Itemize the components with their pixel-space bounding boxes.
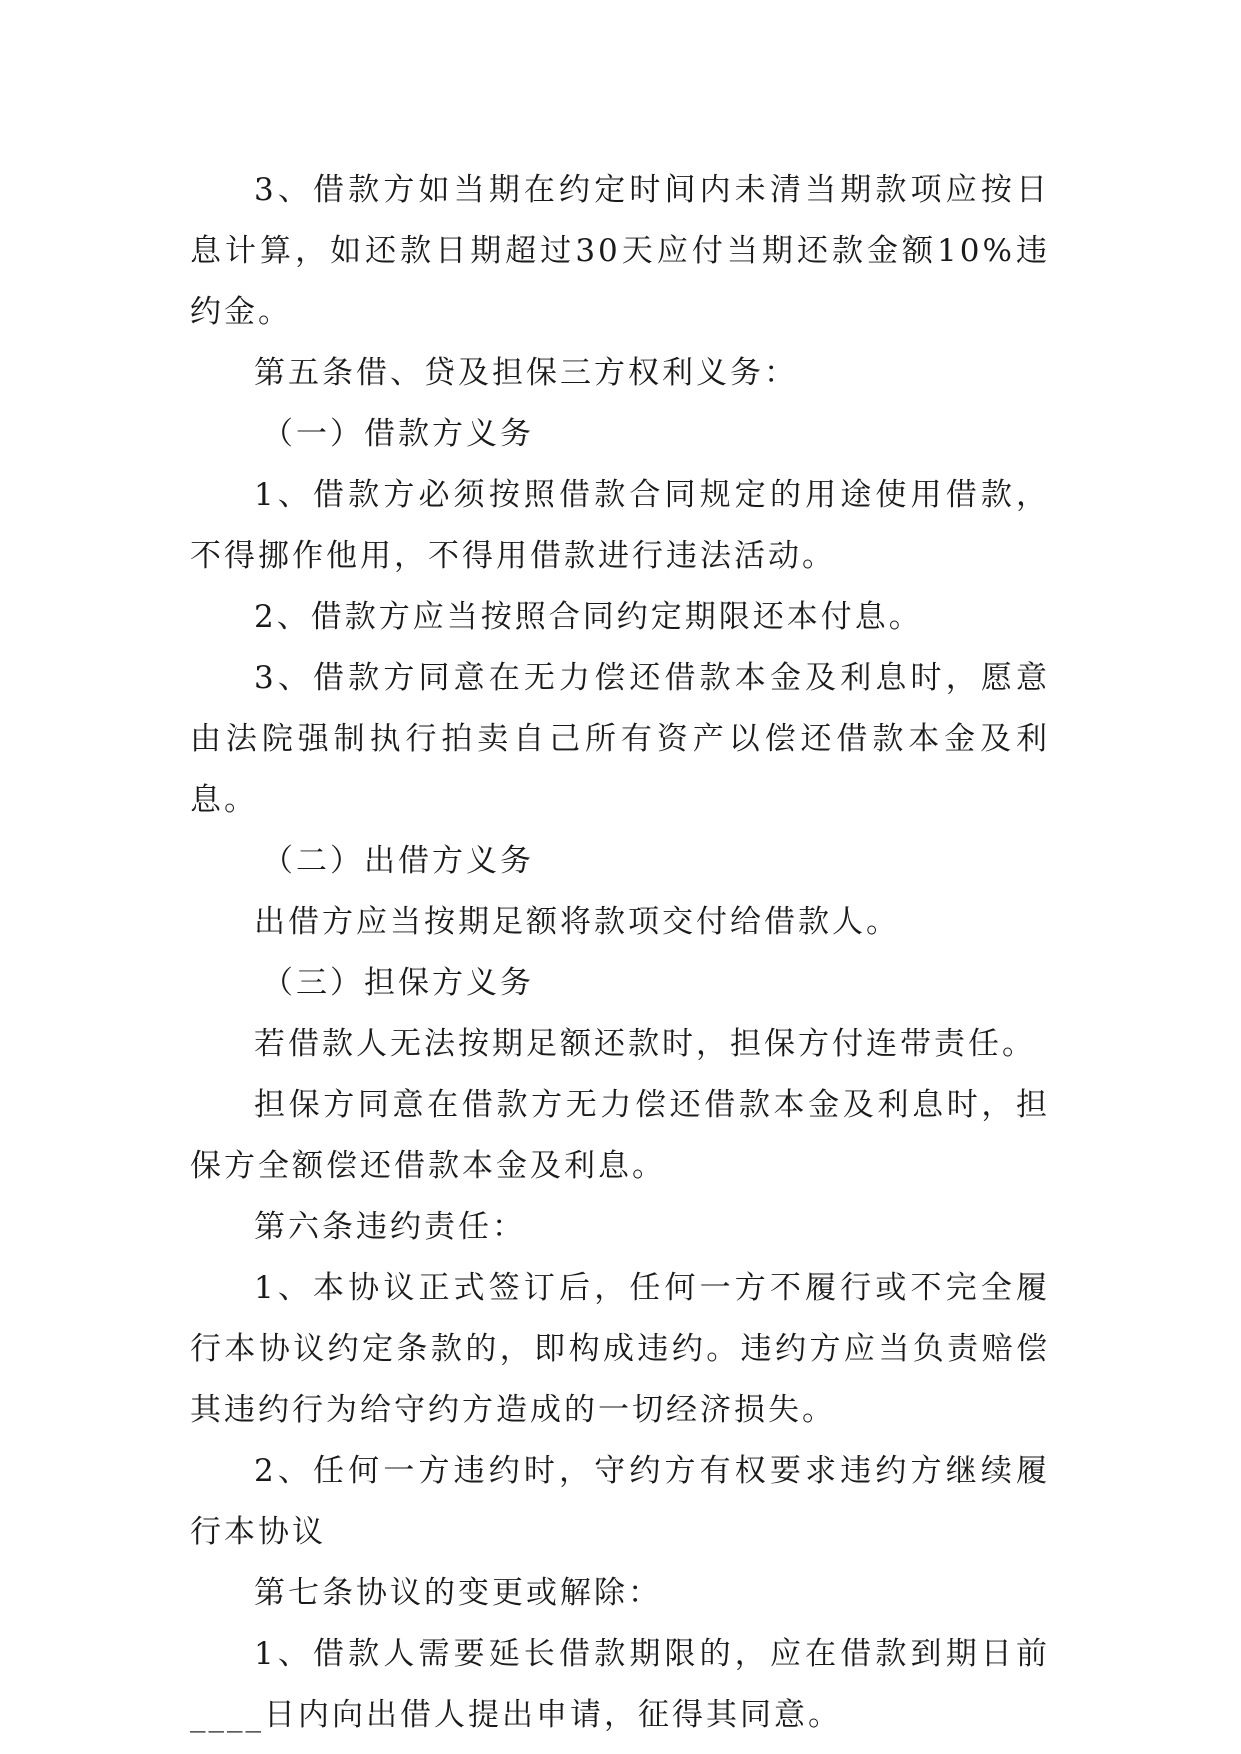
paragraph-borrower-duty-3: 3、借款方同意在无力偿还借款本金及利息时，愿意由法院强制执行拍卖自己所有资产以偿还借款本金及利息。 [190, 660, 1050, 818]
subheading-lender-duties: （二）出借方义务 [262, 843, 534, 879]
paragraph-guarantor-duty-2: 担保方同意在借款方无力偿还借款本金及利息时，担保方全额偿还借款本金及利息。 [190, 1087, 1050, 1184]
paragraph-borrower-duty-1: 1、借款方必须按照借款合同规定的用途使用借款，不得挪作他用，不得用借款进行违法活动。 [190, 477, 1050, 574]
paragraph-extension: 1、借款人需要延长借款期限的，应在借款到期日前____日内向出借人提出申请，征得其同意。 [190, 1636, 1050, 1733]
paragraph-lender-duty: 出借方应当按期足额将款项交付给借款人。 [254, 904, 900, 940]
paragraph-breach-2: 2、任何一方违约时，守约方有权要求违约方继续履行本协议 [190, 1453, 1050, 1550]
paragraph-guarantor-duty-1: 若借款人无法按期足额还款时，担保方付连带责任。 [254, 1026, 1036, 1062]
paragraph-late-payment: 3、借款方如当期在约定时间内未清当期款项应按日息计算，如还款日期超过30天应付当期还款金额10%违约金。 [190, 172, 1050, 330]
heading-article-6: 第六条违约责任： [254, 1209, 526, 1245]
paragraph-borrower-duty-2: 2、借款方应当按照合同约定期限还本付息。 [254, 599, 923, 635]
heading-article-7: 第七条协议的变更或解除： [254, 1575, 662, 1611]
subheading-borrower-duties: （一）借款方义务 [262, 416, 534, 452]
heading-article-5: 第五条借、贷及担保三方权利义务： [254, 355, 798, 391]
subheading-guarantor-duties: （三）担保方义务 [262, 965, 534, 1001]
document-body [190, 160, 1050, 1746]
paragraph-breach-1: 1、本协议正式签订后，任何一方不履行或不完全履行本协议约定条款的，即构成违约。违约方应当负责赔偿其违约行为给守约方造成的一切经济损失。 [190, 1270, 1050, 1428]
